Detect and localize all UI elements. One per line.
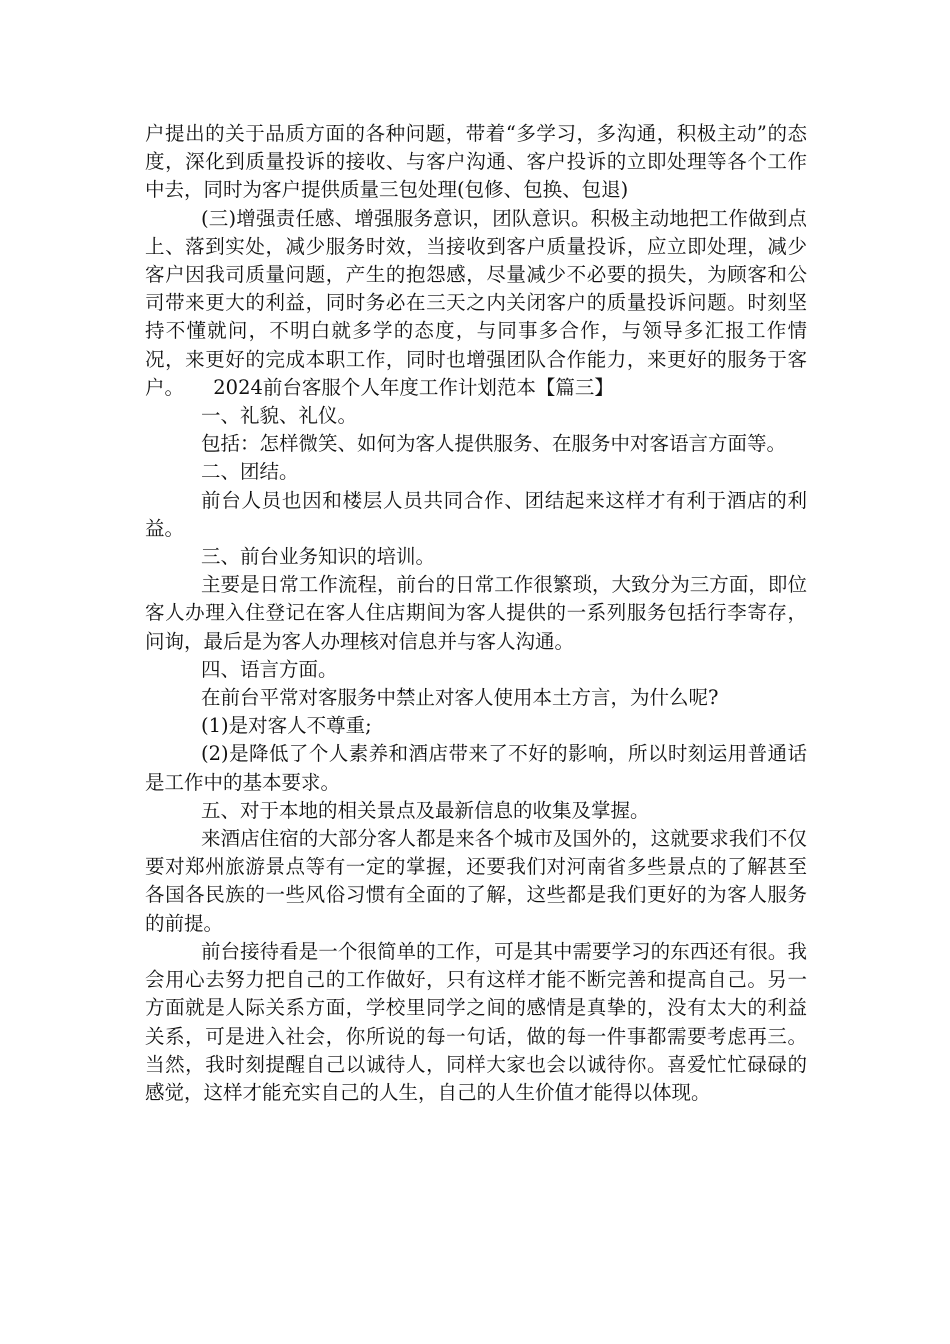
paragraph: 户提出的关于品质方面的各种问题，带着“多学习，多沟通，积极主动”的态度，深化到质量投诉的接收、与客户沟通、客户投诉的立即处理等各个工作中去，同时为客户提供质量三包处理(包修、包换、包退) <box>145 122 807 202</box>
paragraph: 前台接待看是一个很简单的工作，可是其中需要学习的东西还有很。我会用心去努力把自己的工作做好，只有这样才能不断完善和提高自己。另一方面就是人际关系方面，学校里同学之间的感情是真挚的，没有太大的利益关系，可是进入社会，你所说的每一句话，做的每一件事都需要考虑再三。当然，我时刻提醒自己以诚待人，同样大家也会以诚待你。喜爱忙忙碌碌的感觉，这样才能充实自己的人生，自己的人生价值才能得以体现。 <box>145 939 807 1104</box>
paragraph: (三)增强责任感、增强服务意识，团队意识。积极主动地把工作做到点上、落到实处，减少服务时效，当接收到客户质量投诉，应立即处理，减少客户因我司质量问题，产生的抱怨感，尽量减少不必要的损失，为顾客和公司带来更大的利益，同时务必在三天之内关闭客户的质量投诉问题。时刻坚持不懂就问，不明白就多学的态度，与同事多合作，与领导多汇报工作情况，来更好的完成本职工作，同时也增强团队合作能力，来更好的服务于客户。 2024前台客服个人年度工作计划范本【篇三】 <box>145 206 807 399</box>
section-heading: 五、对于本地的相关景点及最新信息的收集及掌握。 <box>201 798 650 822</box>
section-heading: 一、礼貌、礼仪。 <box>201 404 358 428</box>
paragraph: 主要是日常工作流程，前台的日常工作很繁琐，大致分为三方面，即位客人办理入住登记在客人住店期间为客人提供的一系列服务包括行李寄存，问询，最后是为客人办理核对信息并与客人沟通。 <box>145 573 807 653</box>
paragraph: 在前台平常对客服务中禁止对客人使用本土方言，为什么呢? <box>201 686 719 710</box>
section-heading: 三、前台业务知识的培训。 <box>201 545 436 569</box>
section-heading: 二、团结。 <box>201 460 299 484</box>
paragraph: 包括：怎样微笑、如何为客人提供服务、在服务中对客语言方面等。 <box>201 432 787 456</box>
paragraph: 来酒店住宿的大部分客人都是来各个城市及国外的，这就要求我们不仅要对郑州旅游景点等有一定的掌握，还要我们对河南省多些景点的了解甚至各国各民族的一些风俗习惯有全面的了解，这些都是我们更好的为客人服务的前提。 <box>145 827 807 935</box>
list-item: (2)是降低了个人素养和酒店带来了不好的影响，所以时刻运用普通话是工作中的基本要求。 <box>145 742 807 794</box>
list-item: (1)是对客人不尊重; <box>201 714 372 738</box>
section-heading: 四、语言方面。 <box>201 657 338 681</box>
paragraph: 前台人员也因和楼层人员共同合作、团结起来这样才有利于酒店的利益。 <box>145 488 807 540</box>
document-body <box>145 120 807 1107</box>
